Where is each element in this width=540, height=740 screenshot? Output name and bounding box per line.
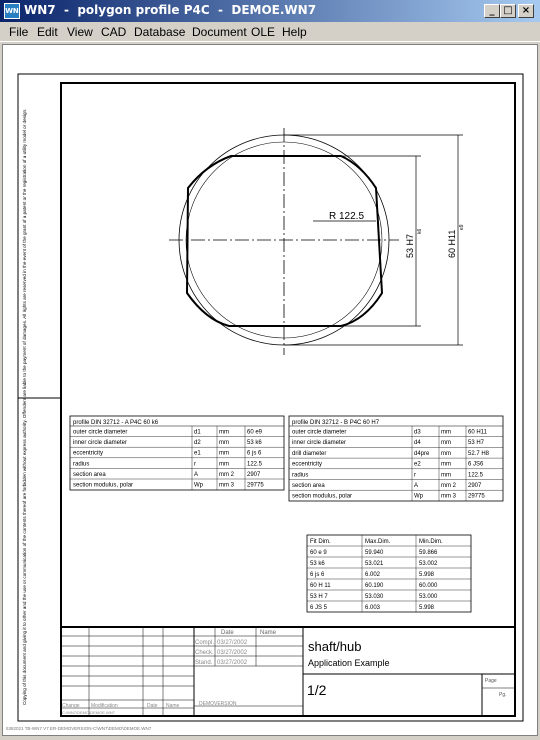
title-row-label: Stand. xyxy=(195,660,213,666)
hub-cell: eccentricity xyxy=(292,461,323,468)
drawing-sheet[interactable] xyxy=(3,45,537,735)
shaft-cell: eccentricity xyxy=(73,450,104,457)
shaft-cell: 2907 xyxy=(247,471,261,478)
name-header: Name xyxy=(260,630,277,636)
hub-cell: r xyxy=(414,472,416,479)
shaft-cell: d1 xyxy=(194,429,201,436)
shaft-cell: mm 3 xyxy=(219,482,234,489)
change-label: Change xyxy=(62,703,80,709)
radius-dimension xyxy=(313,211,376,222)
centerlines xyxy=(169,128,399,355)
fit-cell: 6.003 xyxy=(365,605,381,611)
shaft-cell: inner circle diameter xyxy=(73,440,128,447)
hub-table-title: profile DIN 32712 - B P4C 60 H7 xyxy=(292,420,380,426)
date-label: Date xyxy=(147,703,158,709)
fit-cell: 5.998 xyxy=(419,572,435,578)
fit-cell: 53.002 xyxy=(419,561,438,567)
title-row-date: 03/27/2002 xyxy=(217,660,248,666)
hub-cell: 122.5 xyxy=(468,472,484,479)
hub-cell: mm xyxy=(441,440,451,447)
polygon-profile xyxy=(187,156,382,326)
menu-ole[interactable]: OLE xyxy=(251,25,276,39)
document-area[interactable] xyxy=(2,44,538,736)
shaft-cell: section area xyxy=(73,471,106,478)
svg-text:53 H7: 53 H7 xyxy=(405,233,415,258)
sheet-outer-border xyxy=(18,74,523,721)
footer-text: 5382021 TB-WN7 V7.ER-DEMOVERSION-C\WN7\DEMO\DEMOE.WN7 xyxy=(6,726,152,731)
inner-dimension-label xyxy=(405,229,423,259)
shaft-cell: mm xyxy=(219,461,229,468)
fit-cell: 6 JS 5 xyxy=(310,605,328,611)
shaft-cell: outer circle diameter xyxy=(73,429,128,436)
hub-cell: outer circle diameter xyxy=(292,429,347,436)
fit-cell: 53.000 xyxy=(419,594,438,600)
fit-cell: 53 k6 xyxy=(310,561,325,567)
pg-label: Pg. xyxy=(499,692,507,698)
shaft-cell: mm xyxy=(219,429,229,436)
hub-cell: drill diameter xyxy=(292,450,327,457)
shaft-cell: mm xyxy=(219,440,229,447)
fit-cell: 59.866 xyxy=(419,550,438,556)
copyright-note xyxy=(22,109,27,705)
fit-cell: 53.030 xyxy=(365,594,384,600)
shaft-table-title: profile DIN 32712 - A P4C 60 k6 xyxy=(73,420,159,426)
file-path: C:\WN7\DEMO\DEMOE.WN7 xyxy=(62,710,115,715)
app-icon[interactable]: WN xyxy=(4,3,20,19)
hub-cell: radius xyxy=(292,472,309,479)
fit-cell: 6.002 xyxy=(365,572,381,578)
hub-cell: 29775 xyxy=(468,493,485,500)
hub-cell: mm xyxy=(441,450,451,457)
hub-cell: e2 xyxy=(414,461,421,468)
menu-file[interactable]: File xyxy=(9,25,29,39)
sheet-number: 1/2 xyxy=(307,682,327,698)
svg-text:e9: e9 xyxy=(459,224,465,230)
menu-document[interactable]: Document xyxy=(192,25,247,39)
svg-text:60 H11: 60 H11 xyxy=(447,229,457,258)
menu-cad[interactable]: CAD xyxy=(101,25,127,39)
hub-cell: inner circle diameter xyxy=(292,440,347,447)
fit-cell: 60 H 11 xyxy=(310,583,331,589)
menu-help[interactable]: Help xyxy=(282,25,307,39)
hub-cell: d4pre xyxy=(414,450,430,457)
hub-cell: d3 xyxy=(414,429,421,436)
fit-cell: 60.190 xyxy=(365,583,384,589)
date-header: Date xyxy=(221,630,234,636)
shaft-cell: 6 js 6 xyxy=(247,450,262,457)
hub-cell: mm 2 xyxy=(441,483,456,489)
drawing-subtitle: Application Example xyxy=(308,658,390,668)
fit-table xyxy=(307,535,471,612)
title-bar[interactable] xyxy=(0,0,540,22)
outer-dimension-label xyxy=(447,224,465,258)
maximize-button[interactable]: □ xyxy=(500,4,516,18)
drawing-title: shaft/hub xyxy=(308,639,362,654)
hub-cell: 52.7 H8 xyxy=(468,450,490,457)
menu-edit[interactable]: Edit xyxy=(37,25,58,39)
hub-cell: mm xyxy=(441,461,451,468)
fit-header: Min.Dim. xyxy=(419,539,443,545)
hub-cell: mm xyxy=(441,472,451,479)
page-label: Page xyxy=(485,678,497,684)
hub-cell: Wp xyxy=(414,493,423,500)
fit-cell: 59.940 xyxy=(365,550,384,556)
shaft-cell: e1 xyxy=(194,450,201,457)
shaft-cell: Wp xyxy=(194,482,203,489)
radius-label: R 122.5 xyxy=(329,211,365,222)
menu-database[interactable]: Database xyxy=(134,25,186,39)
title-block xyxy=(61,627,515,716)
minimize-button[interactable]: _ xyxy=(484,4,500,18)
hub-cell: 60 H11 xyxy=(468,429,487,436)
fit-cell: 60.000 xyxy=(419,583,438,589)
svg-text:k6: k6 xyxy=(417,228,423,234)
title-row-date: 03/27/2002 xyxy=(217,650,248,656)
shaft-cell: 29775 xyxy=(247,482,264,489)
menu-view[interactable]: View xyxy=(67,25,93,39)
shaft-cell: radius xyxy=(73,461,90,468)
fit-header: Max.Dim. xyxy=(365,539,391,545)
shaft-cell: 60 e9 xyxy=(247,429,263,436)
svg-text:Copying of this document and g: Copying of this document and giving it to other and the use or communication of the contents thereof are forbidden without express authority. Offenders are liable to the payment of damages. All rights are reserved in the event of the grant of a patent or the registration of a utility model or design. xyxy=(22,108,27,705)
hub-cell: A xyxy=(414,483,419,489)
fit-header: Fit Dim. xyxy=(310,539,331,545)
shaft-cell: A xyxy=(194,471,199,478)
shaft-cell: mm xyxy=(219,450,229,457)
fit-cell: 53 H 7 xyxy=(310,594,328,600)
title-row-label: Compl. xyxy=(195,640,215,646)
title-row-date: 03/27/2002 xyxy=(217,640,248,646)
title-row-label: Check. xyxy=(195,650,214,656)
hub-cell: section area xyxy=(292,483,325,489)
hub-cell: 6 JS6 xyxy=(468,461,484,468)
name-label: Name xyxy=(166,703,180,709)
hub-table xyxy=(289,416,503,501)
close-button[interactable]: × xyxy=(518,4,534,18)
shaft-cell: section modulus, polar xyxy=(73,482,134,489)
hub-cell: mm 3 xyxy=(441,493,456,500)
shaft-cell: r xyxy=(194,461,196,468)
fit-cell: 60 e 9 xyxy=(310,550,327,556)
sheet-inner-frame xyxy=(61,83,515,716)
fit-cell: 5.998 xyxy=(419,605,435,611)
demo-label: DEMOVERSION xyxy=(199,701,237,707)
shaft-cell: d2 xyxy=(194,440,201,447)
shaft-table xyxy=(70,416,284,490)
fit-cell: 53.021 xyxy=(365,561,384,567)
modification-label: Modification xyxy=(91,703,118,709)
hub-cell: 53 H7 xyxy=(468,440,485,447)
menu-bar xyxy=(0,22,540,42)
hub-cell: d4 xyxy=(414,440,421,447)
hub-cell: 2907 xyxy=(468,483,482,489)
hub-cell: section modulus, polar xyxy=(292,493,353,500)
shaft-cell: 122.5 xyxy=(247,461,263,468)
shaft-cell: mm 2 xyxy=(219,471,234,478)
shaft-cell: 53 k6 xyxy=(247,440,262,447)
window-title: WN7 - polygon profile P4C - DEMOE.WN7 xyxy=(24,3,317,17)
fit-cell: 6 js 6 xyxy=(310,572,325,578)
hub-cell: mm xyxy=(441,429,451,436)
